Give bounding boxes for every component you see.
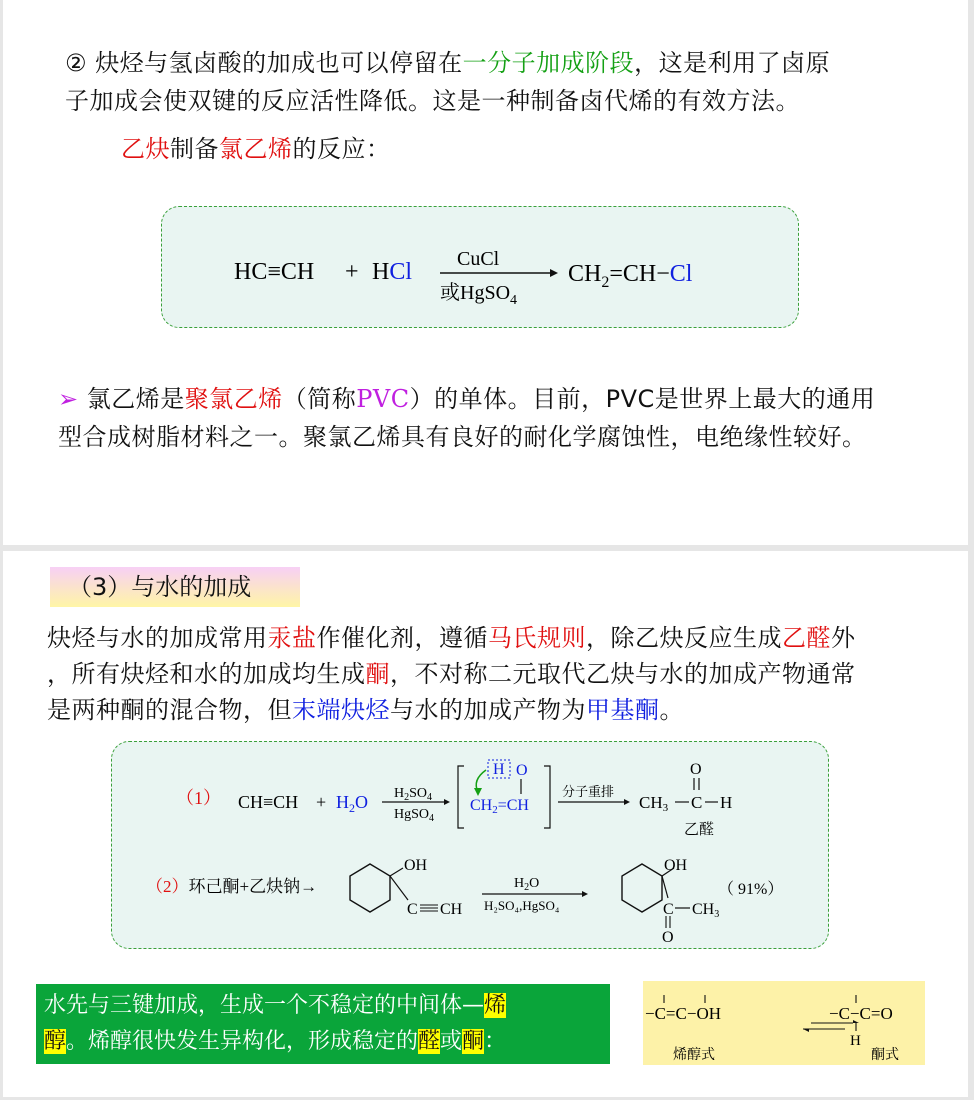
enol-name: 烯醇式 xyxy=(673,1048,715,1063)
keto-h: H xyxy=(850,1033,861,1049)
reactant-hcl: HCl xyxy=(372,259,413,285)
reaction-box-hydration xyxy=(111,741,829,949)
slide-2 xyxy=(3,551,968,1097)
r2-ketone-o: O xyxy=(662,929,674,946)
acetaldehyde-o: O xyxy=(690,761,702,778)
arrow-head xyxy=(550,269,558,277)
r1-water: $H_2O$ xyxy=(336,792,368,815)
rearrangement-label: 分子重排 xyxy=(562,784,615,799)
r2-alkyne-ch: CH xyxy=(440,901,463,918)
keto-name: 酮式 xyxy=(871,1048,899,1063)
r2-yield: （ 91%） xyxy=(718,881,784,898)
intermediate-enol: CH2=CH xyxy=(470,797,529,816)
enol-formula: −C=C−OH xyxy=(645,1004,721,1023)
keto-enol-tautomerism xyxy=(643,981,925,1065)
hydration-equations xyxy=(112,742,828,948)
highlight-one-molecule: 一分子加成阶段 xyxy=(462,49,635,77)
tautomerism-box xyxy=(643,981,925,1065)
vinyl-chloride-equation xyxy=(162,207,798,327)
reaction-1-label: （1） xyxy=(176,788,221,808)
section-tag-label: （3）与水的加成 xyxy=(68,573,252,601)
intermediate-o: O xyxy=(516,762,528,779)
r2-cat-acids: H₂SO₄,HgSO₄ xyxy=(484,898,560,913)
r2-ketone-ch3: CH3 xyxy=(692,901,720,920)
paragraph-water-addition: 炔烃与水的加成常用汞盐作催化剂，遵循马氏规则，除乙炔反应生成乙醛外 ，所有炔烃和水的加成均生成酮，不对称二元取代乙炔与水的加成产物通常 是两种酮的混合物，但末端炔烃与水的加成产物为甲基酮。 xyxy=(47,624,856,724)
r2-oh-2: OH xyxy=(664,857,688,874)
r2-alkyne-c: C xyxy=(407,901,418,918)
plus-sign: + xyxy=(345,259,359,285)
paragraph-hx-addition: ② 炔烃与氢卤酸的加成也可以停留在一分子加成阶段，这是利用了卤原 子加成会使双键的反应活性降低。这是一种制备卤代烯的有效方法。 xyxy=(65,49,831,115)
cyclohexane-ring-1 xyxy=(350,864,390,912)
cyclohexane-ring-2 xyxy=(622,864,662,912)
reaction-box-vinyl-chloride xyxy=(161,206,799,328)
r1-cat-h2so4: $H_2SO_4$ xyxy=(394,786,433,803)
catalyst-hgso4: 或HgSO$_4$ xyxy=(440,282,518,308)
catalyst-cucl: CuCl xyxy=(457,248,500,270)
reactant-acetylene: HC≡CH xyxy=(234,259,315,285)
r2-cat-water: $H_2O$ xyxy=(514,876,540,893)
paragraph-pvc-note: ➢ 氯乙烯是聚氯乙烯（简称PVC）的单体。目前，PVC是世界上最大的通用 型合成树脂材料之一。聚氯乙烯具有良好的耐化学腐蚀性，电绝缘性较好。 xyxy=(58,385,876,451)
enol-explanation-box: 水先与三键加成，生成一个不稳定的中间体—烯 醇。烯醇很快发生异构化，形成稳定的醛或酮： xyxy=(36,984,610,1064)
acetaldehyde-c: C xyxy=(691,793,703,812)
r1-plus: + xyxy=(316,792,327,812)
circled-number: ② xyxy=(65,49,88,77)
r1-acetylene: CH≡CH xyxy=(238,792,299,812)
bracket-left xyxy=(458,766,464,828)
r2-ketone-c: C xyxy=(663,901,674,918)
acetaldehyde-ch3: CH3 xyxy=(639,793,669,814)
r1-cat-hgso4: HgSO$_4$ xyxy=(394,807,435,824)
r2-oh-1: OH xyxy=(404,857,428,874)
acetaldehyde-h: H xyxy=(720,793,733,812)
bullet-arrow-icon: ➢ xyxy=(58,385,79,413)
bracket-right xyxy=(544,766,550,828)
acetaldehyde-name: 乙醛 xyxy=(684,822,715,838)
keto-formula: −C−C=O xyxy=(829,1004,893,1023)
section-tag xyxy=(50,567,300,607)
product-vinyl-chloride: $CH_2=CH-Cl$ xyxy=(568,261,693,291)
reaction-subtitle: 乙炔制备氯乙烯的反应： xyxy=(121,135,391,163)
intermediate-h: H xyxy=(493,761,505,778)
slide-1 xyxy=(3,0,968,545)
reaction-2-label: （2）环己酮+乙炔钠→ xyxy=(146,877,318,896)
